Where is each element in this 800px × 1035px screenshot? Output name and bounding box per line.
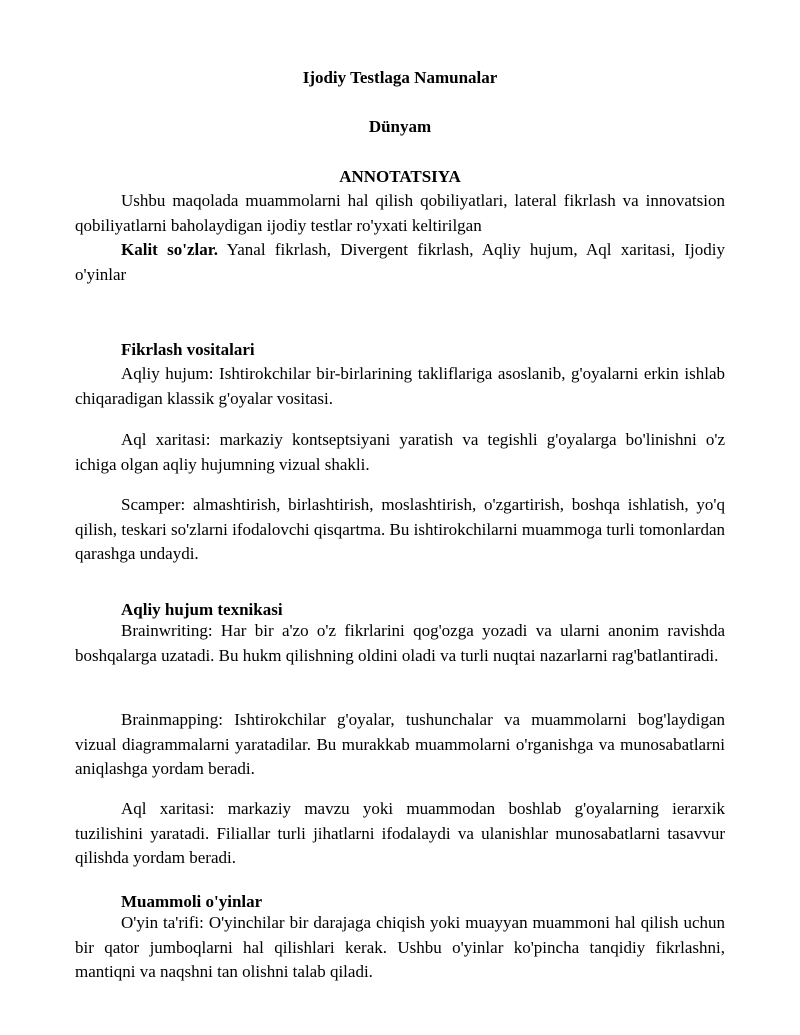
paragraph-text: Brainmapping: Ishtirokchilar g'oyalar, tushunchalar va muammolarni bog'laydigan vizual diagrammalarni yaratadilar. Bu murakkab muammolarni o'rganishga va munosabatlarni aniqlashga yordam beradi. xyxy=(75,710,725,778)
section-paragraph xyxy=(75,362,725,411)
keywords-label: Kalit so'zlar. xyxy=(121,240,218,259)
paragraph-text: Brainwriting: Har bir a'zo o'z fikrlarini qog'ozga yozadi va ularni anonim ravishda boshqalarga uzatadi. Bu hukm qilishning oldini oladi va turli nuqtai nazarlarni rag'batlantiradi. xyxy=(75,621,725,665)
keywords-text: Yanal fikrlash, Divergent fikrlash, Aqliy hujum, Aql xaritasi, Ijodiy o'yinlar xyxy=(75,240,725,284)
paragraph-text: Scamper: almashtirish, birlashtirish, moslashtirish, o'zgartirish, boshqa ishlatish, yo'q qilish, teskari so'zlarni ifodalovchi qisqartma. Bu ishtirokchilarni muammoga turli tomonlardan qarashga undaydi. xyxy=(75,495,725,563)
section-paragraph xyxy=(75,797,725,871)
abstract-heading: ANNOTATSIYA xyxy=(339,167,461,186)
section-paragraph xyxy=(75,493,725,567)
section-heading: Muammoli o'yinlar xyxy=(121,892,263,911)
paragraph-text: Aqliy hujum: Ishtirokchilar bir-birlarining takliflariga asoslanib, g'oyalarni erkin ishlab chiqaradigan klassik g'oyalar vositasi. xyxy=(75,364,725,408)
document-author: Dünyam xyxy=(368,117,432,136)
paragraph-text: Aql xaritasi: markaziy mavzu yoki muammodan boshlab g'oyalarning ierarxik tuzilishini yaratadi. Filiallar turli jihatlarni ifodalaydi va ulanishlar munosabatlarni tasavvur qilishda yordam beradi. xyxy=(75,799,725,867)
paragraph-text: O'yin ta'rifi: O'yinchilar bir darajaga chiqish yoki muayyan muammoni hal qilish uchun bir qator jumboqlarni hal qilishlari kerak. Ushbu o'yinlar ko'pincha tanqidiy fikrlashni, mantiqni va naqshni tan olishni talab qiladi. xyxy=(75,913,725,981)
section-paragraph xyxy=(75,911,725,985)
paragraph-text: Aql xaritasi: markaziy kontseptsiyani yaratish va tegishli g'oyalarga bo'linishni o'z ichiga olgan aqliy hujumning vizual shakli. xyxy=(75,430,725,474)
section-paragraph xyxy=(75,708,725,782)
section-heading: Fikrlash vositalari xyxy=(121,340,255,359)
abstract-block xyxy=(75,189,725,287)
section-paragraph xyxy=(75,619,725,668)
section-paragraph xyxy=(75,428,725,477)
section-heading: Aqliy hujum texnikasi xyxy=(121,600,283,619)
keywords-paragraph xyxy=(75,238,725,287)
abstract-text: Ushbu maqolada muammolarni hal qilish qobiliyatlari, lateral fikrlash va innovatsion qobiliyatlarni baholaydigan ijodiy testlar ro'yxati keltirilgan xyxy=(75,191,725,235)
document-title: Ijodiy Testlaga Namunalar xyxy=(302,68,498,87)
